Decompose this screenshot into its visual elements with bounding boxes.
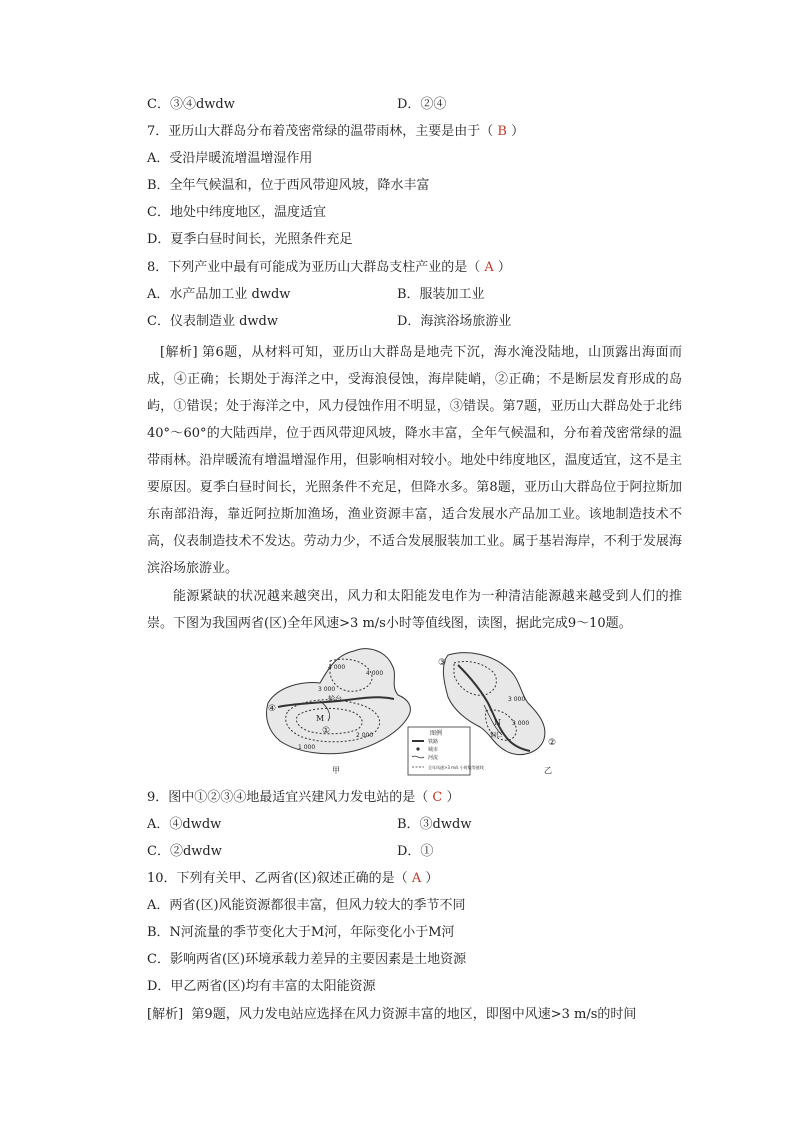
- analysis-text: 第6题，从材料可知，亚历山大群岛是地壳下沉，海水淹没陆地，山顶露出海面而成，④正确；长期处于海洋之中，受海浪侵蚀，海岸陡峭，②正确；不是断层发育形成的岛屿，①错误；处于海洋之中，风力侵蚀作用不明显，③错误。第7题，亚历山大群岛处于北纬40°～60°的大陆西岸，位于西风带迎风坡，降水丰富，全年气候温和，分布着茂密常绿的温带雨林。沿岸暖流有增温增湿作用，但影响相对较小。地处中纬度地区，温度适宜，这不是主要原因。夏季白昼时间长，光照条件不充足，但降水多。第8题，亚历山大群岛位于阿拉斯加东南部沿海，靠近阿拉斯加渔场，渔业资源丰富，适合发展水产品加工业。该地制造技术不高，仪表制造技术不发达。劳动力少，不适合发展服装加工业。属于基岩海岸，不利于发展海滨浴场旅游业。: [147, 345, 682, 576]
- q7-stem: [147, 122, 524, 142]
- intro-paragraph: 能源紧缺的状况越来越突出，风力和太阳能发电作为一种清洁能源越来越受到人们的推崇。下图为我国两省(区)全年风速>3 m/s小时等值线图，读图，据此完成9～10题。: [147, 589, 682, 631]
- q9-stem-close: ）: [442, 790, 460, 805]
- q10-option-b: B．N河流量的季节变化大于M河，年际变化小于M河: [147, 925, 455, 940]
- legend-contour: 全年风速>3 m/s 小时数等值线: [428, 765, 484, 770]
- q8-stem-close: ）: [493, 260, 511, 275]
- q9-option-c: C．②dwdw: [147, 844, 222, 859]
- marker-2: ②: [548, 738, 557, 748]
- contour-4000-a: 4 000: [328, 664, 346, 671]
- q7-option-a: A．受沿岸暖流增温增湿作用: [147, 151, 313, 166]
- q9-option-a: A．④dwdw: [147, 817, 222, 832]
- river-m-label: M: [316, 714, 325, 723]
- q8-stem: [147, 258, 511, 278]
- q10-stem-text: 10．下列有关甲、乙两省(区)叙述正确的是（: [147, 871, 412, 886]
- q7-answer: B: [497, 124, 507, 139]
- q7-stem-close: ）: [506, 124, 525, 139]
- analysis-q6-q8: [147, 339, 682, 582]
- q7-stem-text: 7．亚历山大群岛分布着茂密常绿的温带雨林，主要是由于（: [147, 124, 498, 139]
- q10-stem-close: ）: [421, 871, 439, 886]
- analysis2-label: [解析]: [147, 1007, 184, 1022]
- river-n-label: N: [494, 718, 501, 727]
- city-luntai: 轮台: [328, 695, 342, 703]
- q10-option-a: A．两省(区)风能资源都很丰富，但风力较大的季节不同: [147, 898, 466, 913]
- q8-option-d: D．海滨浴场旅游业: [397, 314, 512, 329]
- marker-4: ④: [268, 704, 277, 714]
- q6-option-c: C．③④dwdw: [147, 97, 235, 112]
- q10-option-c: C．影响两省(区)环境承载力差异的主要因素是土地资源: [147, 952, 467, 967]
- q9-option-d: D．①: [397, 844, 434, 859]
- analysis2-text: 第9题，风力发电站应选择在风力资源丰富的地区，即图中风速>3 m/s的时间: [191, 1007, 637, 1022]
- q10-option-d: D．甲乙两省(区)均有丰富的太阳能资源: [147, 979, 376, 994]
- q7-option-c: C．地处中纬度地区，温度适宜: [147, 205, 326, 220]
- q10-answer: A: [411, 871, 422, 886]
- q6-option-d: D．②④: [397, 97, 447, 112]
- q9-stem: [147, 788, 460, 808]
- legend-title: 图例: [430, 730, 443, 737]
- contour-3000-a: 3 000: [318, 686, 336, 693]
- q7-option-b: B．全年气候温和，位于西风带迎风坡，降水丰富: [147, 178, 430, 193]
- q8-option-b: B．服装加工业: [397, 287, 485, 302]
- q7-option-d: D．夏季白昼时间长，光照条件充足: [147, 232, 353, 247]
- q10-stem: [147, 869, 438, 889]
- q8-option-c: C．仪表制造业 dwdw: [147, 314, 278, 329]
- q8-answer: A: [484, 260, 494, 275]
- q8-stem-text: 8．下列产业中最有可能成为亚历山大群岛支柱产业的是（: [147, 260, 485, 275]
- map-label-jia: 甲: [332, 766, 340, 775]
- contour-2000: 2 000: [356, 732, 374, 739]
- contour-1000: 1 000: [298, 744, 316, 751]
- legend-river: 河流: [428, 755, 439, 761]
- city-tongren: 铜仁: [490, 732, 503, 739]
- map-label-yi: 乙: [544, 766, 552, 775]
- marker-3: ③: [438, 658, 447, 668]
- legend-city: 城市: [428, 747, 439, 753]
- q8-option-a: A．水产品加工业 dwdw: [147, 287, 291, 302]
- wind-contour-figure: [258, 641, 563, 776]
- q9-answer: C: [432, 790, 443, 805]
- contour-3000-b: 3 000: [508, 696, 526, 703]
- contour-4000-b: 4 000: [366, 670, 384, 677]
- contour-3000-c: 3 000: [512, 720, 530, 727]
- q9-stem-text: 9．图中①②③④地最适宜兴建风力发电站的是（: [147, 790, 433, 805]
- legend-railway: 铁路: [428, 739, 439, 745]
- q9-option-b: B．③dwdw: [397, 817, 472, 832]
- analysis-q9-q10: [147, 1005, 636, 1025]
- analysis-label: [解析]: [160, 345, 198, 360]
- marker-1: ①: [322, 726, 331, 736]
- legend: [408, 727, 484, 775]
